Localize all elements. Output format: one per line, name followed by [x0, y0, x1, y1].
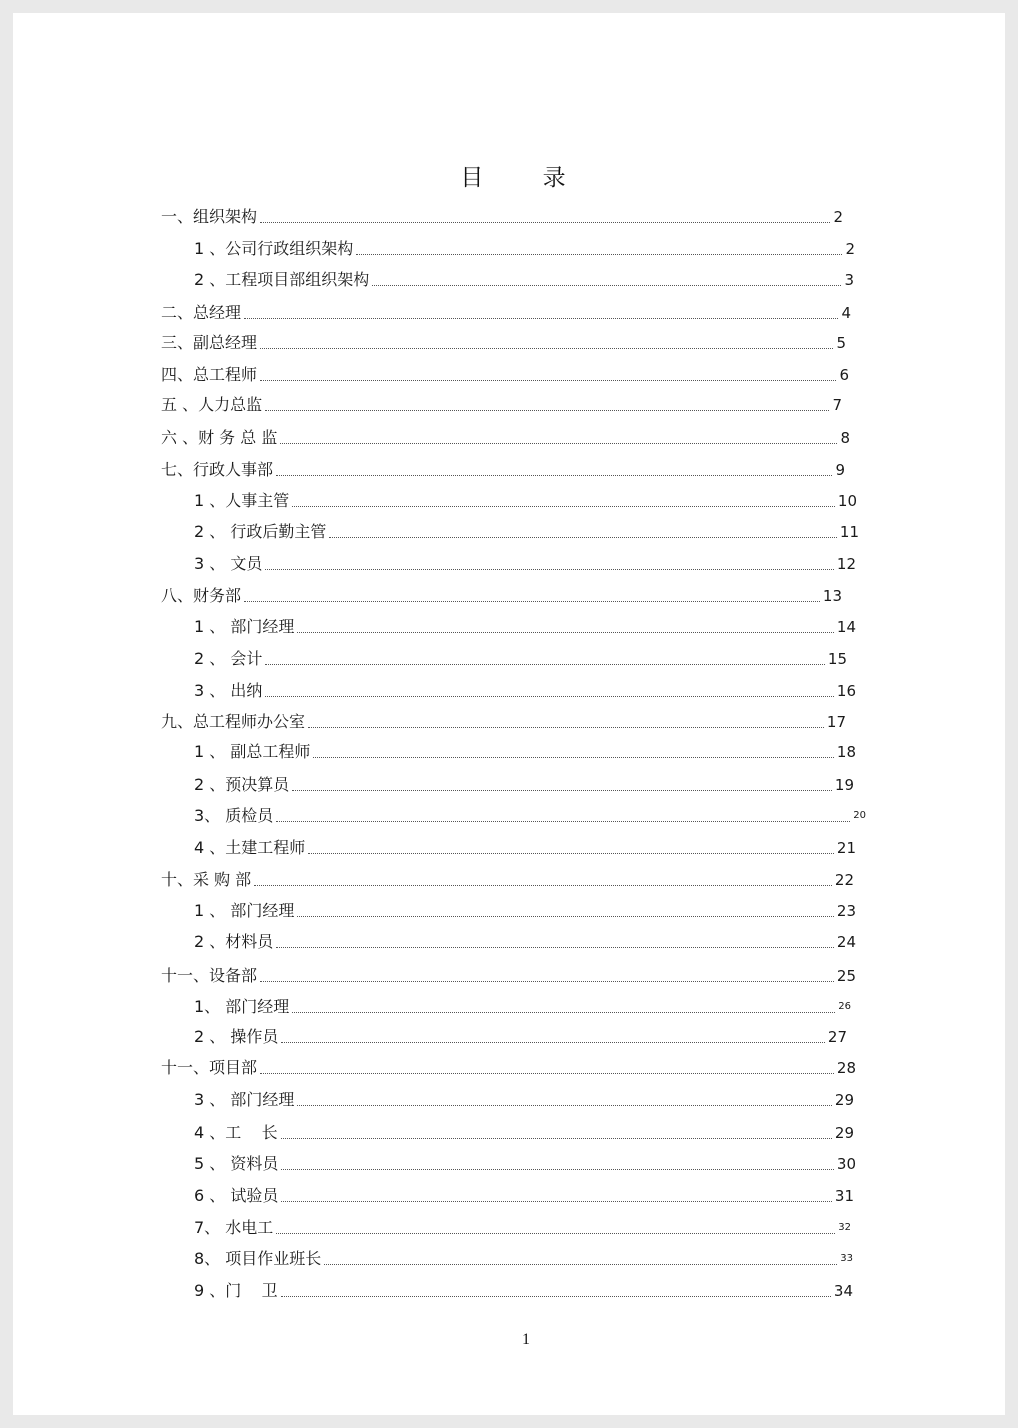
toc-entry[interactable]: [161, 426, 850, 448]
toc-entry-page: 8: [840, 429, 850, 447]
dot-leader: [276, 946, 834, 948]
toc-entry[interactable]: [161, 205, 843, 227]
toc-entry[interactable]: [194, 237, 855, 259]
toc-entry-label: 1 、 部门经理: [194, 901, 295, 920]
toc-entry-page: 14: [836, 618, 856, 636]
toc-entry-label: 1 、公司行政组织架构: [194, 239, 354, 258]
toc-entry-page: 23: [836, 902, 856, 920]
toc-entry-page: 2: [845, 240, 855, 258]
toc-entry[interactable]: [194, 836, 856, 858]
toc-entry-label: 3、 质检员: [194, 806, 274, 825]
toc-entry[interactable]: [194, 930, 856, 952]
toc-entry-label: 7、 水电工: [194, 1218, 274, 1237]
toc-entry-label: 6 、 试验员: [194, 1186, 279, 1205]
toc-entry-label: 2 、 会计: [194, 649, 263, 668]
toc-entry-page: 19: [834, 776, 854, 794]
dot-leader: [276, 474, 832, 476]
toc-entry-page: 4: [841, 304, 851, 322]
dot-leader: [292, 789, 832, 791]
dot-leader: [308, 726, 824, 728]
toc-entry-label: 2 、预决算员: [194, 775, 290, 794]
document-page: [13, 13, 1005, 1415]
dot-leader: [281, 1041, 825, 1043]
dot-leader: [281, 1137, 832, 1139]
dot-leader: [356, 253, 842, 255]
toc-entry[interactable]: [194, 552, 856, 574]
toc-entry[interactable]: [194, 1216, 851, 1238]
toc-entry[interactable]: [194, 1088, 854, 1110]
toc-entry[interactable]: [194, 1025, 847, 1047]
page-number: 1: [522, 1331, 530, 1348]
toc-entry-label: 1 、 部门经理: [194, 617, 295, 636]
toc-entry[interactable]: [161, 363, 849, 385]
dot-leader: [265, 409, 829, 411]
dot-leader: [313, 756, 834, 758]
toc-entry-label: 二、总经理: [161, 303, 242, 322]
toc-entry-page: 22: [834, 871, 854, 889]
toc-entry-page: 5: [836, 334, 846, 352]
toc-entry-page: 15: [827, 650, 847, 668]
toc-entry[interactable]: [194, 995, 851, 1017]
toc-entry-label: 3 、 文员: [194, 554, 263, 573]
toc-entry-label: 1 、人事主管: [194, 491, 290, 510]
toc-entry-page: 6: [839, 366, 849, 384]
toc-entry-page: 2: [833, 208, 843, 226]
toc-entry-page: 3: [844, 271, 854, 289]
dot-leader: [265, 568, 834, 570]
table-of-contents: [13, 13, 1005, 1415]
toc-entry-label: 十一、设备部: [161, 966, 258, 985]
toc-entry[interactable]: [194, 740, 856, 762]
toc-entry-page: 31: [834, 1187, 854, 1205]
toc-entry[interactable]: [194, 679, 856, 701]
toc-entry-label: 8、 项目作业班长: [194, 1249, 322, 1268]
toc-entry-page: 11: [839, 523, 859, 541]
toc-entry-label: 4 、工 长: [194, 1123, 278, 1142]
toc-entry[interactable]: [194, 268, 854, 290]
toc-entry-page: 30: [836, 1155, 856, 1173]
toc-entry[interactable]: [161, 331, 846, 353]
dot-leader: [297, 1104, 832, 1106]
toc-title: 目 录: [460, 165, 592, 191]
toc-entry-page: 7: [832, 396, 842, 414]
dot-leader: [281, 1295, 831, 1297]
toc-entry[interactable]: [194, 899, 856, 921]
dot-leader: [329, 536, 837, 538]
toc-entry-label: 5 、 资料员: [194, 1154, 279, 1173]
toc-entry-label: 六 、财 务 总 监: [161, 428, 278, 447]
toc-entry-page: 32: [838, 1222, 851, 1233]
toc-entry-label: 9 、门 卫: [194, 1281, 278, 1300]
dot-leader: [244, 317, 838, 319]
toc-entry-label: 九、总工程师办公室: [161, 712, 306, 731]
toc-entry[interactable]: [161, 868, 854, 890]
dot-leader: [260, 347, 833, 349]
toc-entry-label: 2 、 操作员: [194, 1027, 279, 1046]
toc-entry[interactable]: [161, 1056, 856, 1078]
toc-entry-page: 24: [836, 933, 856, 951]
toc-entry-page: 13: [822, 587, 842, 605]
toc-entry-page: 17: [826, 713, 846, 731]
dot-leader: [372, 284, 841, 286]
toc-entry[interactable]: [194, 1279, 853, 1301]
toc-entry[interactable]: [194, 647, 847, 669]
toc-entry-page: 29: [834, 1091, 854, 1109]
dot-leader: [281, 1168, 834, 1170]
toc-entry-label: 1、 部门经理: [194, 997, 290, 1016]
dot-leader: [244, 600, 820, 602]
dot-leader: [292, 505, 835, 507]
toc-entry[interactable]: [194, 489, 857, 511]
toc-entry-page: 28: [836, 1059, 856, 1077]
dot-leader: [276, 1232, 835, 1234]
toc-entry-page: 33: [840, 1253, 853, 1264]
toc-entry-label: 三、副总经理: [161, 333, 258, 352]
toc-entry-label: 4 、土建工程师: [194, 838, 306, 857]
toc-entry[interactable]: [161, 710, 846, 732]
toc-entry-page: 25: [836, 967, 856, 985]
dot-leader: [260, 980, 834, 982]
toc-entry-label: 一、组织架构: [161, 207, 258, 226]
toc-entry[interactable]: [161, 964, 856, 986]
toc-entry-page: 9: [835, 461, 845, 479]
dot-leader: [260, 379, 836, 381]
toc-entry-page: 26: [838, 1001, 851, 1012]
toc-entry[interactable]: [194, 1247, 853, 1269]
toc-entry-page: 16: [836, 682, 856, 700]
dot-leader: [260, 1072, 834, 1074]
toc-entry[interactable]: [194, 615, 856, 637]
toc-entry-label: 2 、工程项目部组织架构: [194, 270, 370, 289]
toc-entry-label: 2 、材料员: [194, 932, 274, 951]
toc-entry-label: 七、行政人事部: [161, 460, 274, 479]
dot-leader: [260, 221, 830, 223]
toc-entry-label: 五 、人力总监: [161, 395, 263, 414]
dot-leader: [297, 915, 834, 917]
toc-entry-page: 18: [836, 743, 856, 761]
toc-entry[interactable]: [194, 773, 854, 795]
toc-entry-page: 21: [836, 839, 856, 857]
toc-entry[interactable]: [194, 1121, 854, 1143]
dot-leader: [265, 695, 834, 697]
toc-entry[interactable]: [194, 1152, 856, 1174]
toc-entry-label: 十、采 购 部: [161, 870, 252, 889]
toc-entry[interactable]: [161, 458, 845, 480]
toc-entry-label: 2 、 行政后勤主管: [194, 522, 327, 541]
dot-leader: [324, 1263, 837, 1265]
toc-entry[interactable]: [194, 804, 866, 826]
toc-entry-page: 10: [837, 492, 857, 510]
dot-leader: [280, 442, 837, 444]
dot-leader: [254, 884, 832, 886]
toc-entry-label: 3 、 出纳: [194, 681, 263, 700]
toc-entry-label: 八、财务部: [161, 586, 242, 605]
toc-entry[interactable]: [161, 584, 842, 606]
dot-leader: [292, 1011, 835, 1013]
toc-entry-label: 3 、 部门经理: [194, 1090, 295, 1109]
toc-entry[interactable]: [194, 520, 859, 542]
toc-entry-page: 12: [836, 555, 856, 573]
dot-leader: [308, 852, 834, 854]
toc-entry-label: 1 、 副总工程师: [194, 742, 311, 761]
toc-entry[interactable]: [194, 1184, 854, 1206]
dot-leader: [276, 820, 850, 822]
toc-entry[interactable]: [161, 301, 851, 323]
dot-leader: [265, 663, 825, 665]
dot-leader: [281, 1200, 832, 1202]
toc-entry-page: 29: [834, 1124, 854, 1142]
toc-entry-label: 十一、项目部: [161, 1058, 258, 1077]
dot-leader: [297, 631, 834, 633]
toc-entry-page: 20: [853, 810, 866, 821]
toc-entry-page: 34: [833, 1282, 853, 1300]
toc-entry-page: 27: [827, 1028, 847, 1046]
toc-entry[interactable]: [161, 393, 842, 415]
toc-entry-label: 四、总工程师: [161, 365, 258, 384]
